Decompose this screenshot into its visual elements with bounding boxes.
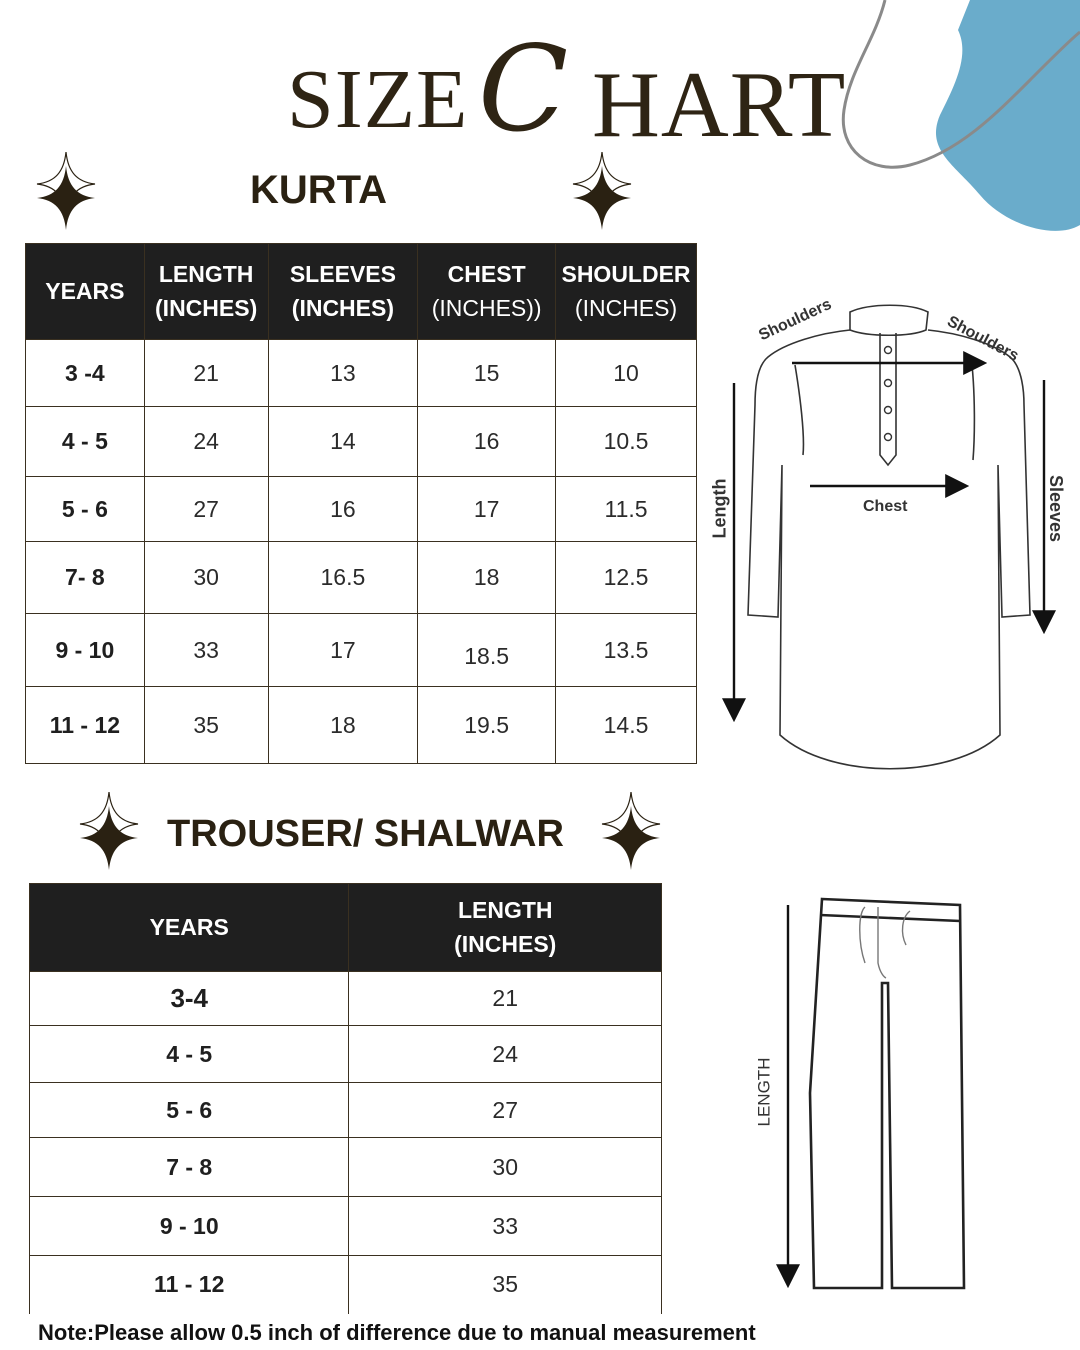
cell-years: 9 - 10 [30, 1197, 349, 1256]
kurta-diagram [700, 295, 1080, 785]
cell-years: 9 - 10 [26, 614, 145, 687]
cell-length: 27 [349, 1083, 662, 1138]
cell-chest: 18.5 [418, 614, 556, 687]
table-row [26, 340, 697, 407]
table-row [26, 687, 697, 764]
sparkle-icon [78, 792, 140, 872]
header-length: LENGTH (INCHES) [144, 244, 268, 340]
cell-length: 33 [349, 1197, 662, 1256]
cell-length: 21 [144, 340, 268, 407]
kurta-size-table [25, 243, 697, 764]
kurta-label-shoulders-left: Shoulders [756, 295, 835, 345]
cell-years: 11 - 12 [30, 1256, 349, 1314]
header-years: YEARS [26, 244, 145, 340]
cell-chest: 16 [418, 407, 556, 477]
cell-years: 5 - 6 [26, 477, 145, 542]
cell-years: 5 - 6 [30, 1083, 349, 1138]
header-shoulder: SHOULDER (INCHES) [556, 244, 697, 340]
title-script-letter: C [478, 20, 569, 158]
kurta-label-length: Length [709, 478, 730, 539]
sparkle-icon [571, 152, 633, 232]
trouser-heading: TROUSER/ SHALWAR [167, 813, 564, 855]
kurta-label-shoulders-right: Shoulders [944, 313, 1022, 365]
header-years: YEARS [30, 884, 349, 972]
kurta-heading: KURTA [250, 168, 388, 212]
cell-sleeves: 17 [268, 614, 418, 687]
cell-years: 4 - 5 [30, 1026, 349, 1083]
table-row [26, 542, 697, 614]
cell-length: 24 [144, 407, 268, 477]
cell-years: 7- 8 [26, 542, 145, 614]
title-hart-text: HART [592, 53, 847, 157]
measurement-note: Note:Please allow 0.5 inch of difference due to manual measurement [38, 1320, 756, 1345]
cell-length: 27 [144, 477, 268, 542]
table-row [30, 1138, 662, 1197]
table-row [26, 477, 697, 542]
header-chest: CHEST (INCHES)) [418, 244, 556, 340]
header-length: LENGTH (INCHES) [349, 884, 662, 972]
trouser-size-table [29, 883, 662, 1314]
cell-shoulder: 11.5 [556, 477, 697, 542]
kurta-label-chest: Chest [863, 498, 908, 515]
cell-years: 3 -4 [26, 340, 145, 407]
cell-sleeves: 16 [268, 477, 418, 542]
cell-shoulder: 13.5 [556, 614, 697, 687]
kurta-label-sleeves: Sleeves [1046, 474, 1067, 543]
cell-length: 30 [144, 542, 268, 614]
table-row [30, 972, 662, 1026]
cell-length: 24 [349, 1026, 662, 1083]
cell-chest: 15 [418, 340, 556, 407]
title-size-text: SIZE [287, 53, 469, 146]
table-row [30, 1083, 662, 1138]
cell-shoulder: 10.5 [556, 407, 697, 477]
trouser-diagram [770, 893, 980, 1295]
table-row [26, 407, 697, 477]
cell-chest: 19.5 [418, 687, 556, 764]
trouser-label-length: LENGTH [754, 1057, 774, 1127]
cell-years: 3-4 [30, 972, 349, 1026]
table-row [30, 1026, 662, 1083]
cell-years: 7 - 8 [30, 1138, 349, 1197]
cell-chest: 17 [418, 477, 556, 542]
cell-chest: 18 [418, 542, 556, 614]
cell-sleeves: 13 [268, 340, 418, 407]
cell-length: 33 [144, 614, 268, 687]
table-row [30, 1256, 662, 1314]
cell-years: 4 - 5 [26, 407, 145, 477]
cell-shoulder: 14.5 [556, 687, 697, 764]
sparkle-icon [600, 792, 662, 872]
table-row [30, 1197, 662, 1256]
cell-sleeves: 14 [268, 407, 418, 477]
page-title [0, 20, 1080, 158]
cell-length: 21 [349, 972, 662, 1026]
cell-sleeves: 18 [268, 687, 418, 764]
cell-length: 35 [349, 1256, 662, 1314]
cell-years: 11 - 12 [26, 687, 145, 764]
sparkle-icon [35, 152, 97, 232]
header-sleeves: SLEEVES (INCHES) [268, 244, 418, 340]
cell-sleeves: 16.5 [268, 542, 418, 614]
cell-shoulder: 12.5 [556, 542, 697, 614]
table-row [26, 614, 697, 687]
cell-length: 35 [144, 687, 268, 764]
cell-shoulder: 10 [556, 340, 697, 407]
cell-length: 30 [349, 1138, 662, 1197]
